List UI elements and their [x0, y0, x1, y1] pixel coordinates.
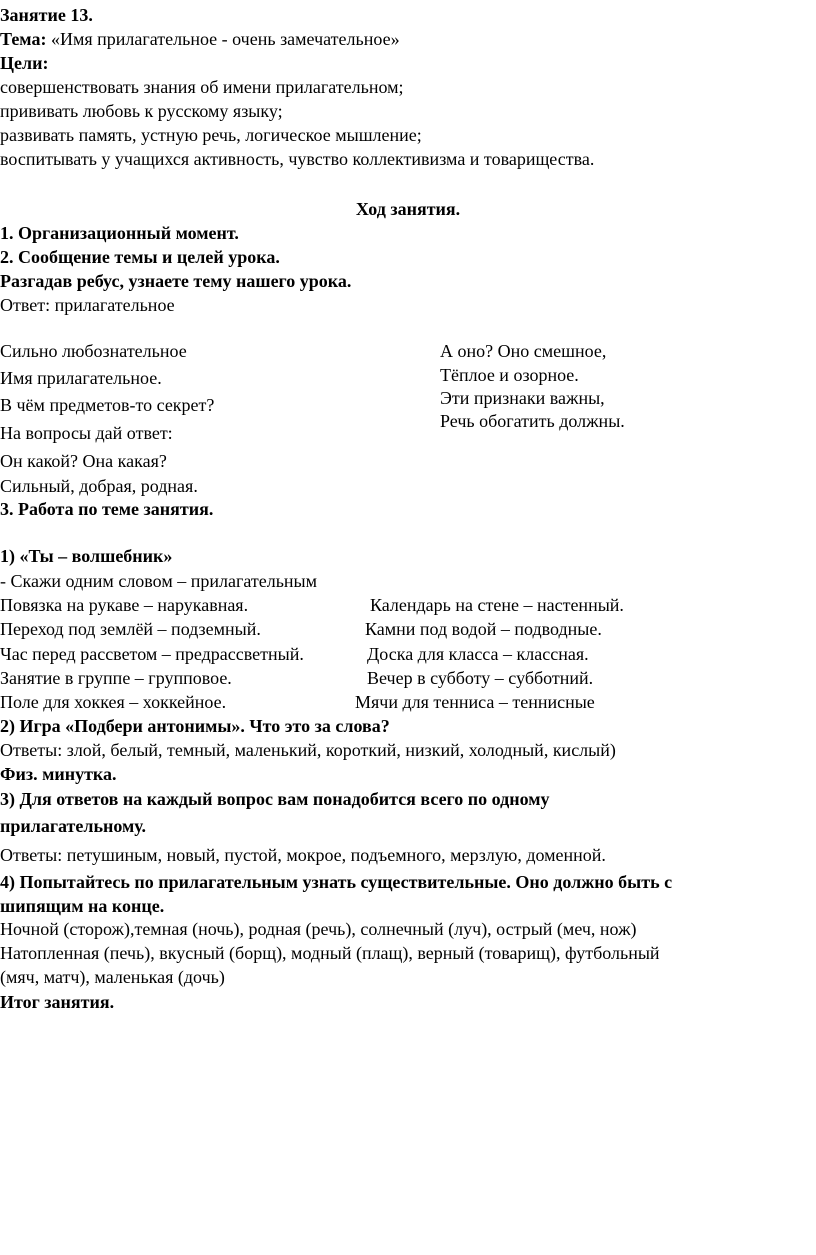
step-organizational: 1. Организационный момент. [0, 223, 239, 243]
exercise4-answers: (мяч, матч), маленькая (дочь) [0, 967, 225, 987]
exercise1-title: 1) «Ты – волшебник» [0, 546, 173, 566]
poem-right-line: А оно? Оно смешное, [440, 341, 607, 361]
lesson-number: Занятие 13. [0, 5, 93, 25]
exercise3-answers: Ответы: петушиным, новый, пустой, мокрое, подъемного, мерзлую, доменной. [0, 845, 606, 865]
goals-label: Цели: [0, 53, 49, 73]
goal-item: совершенствовать знания об имени прилагательном; [0, 77, 404, 97]
exercise4-answers: Натопленная (печь), вкусный (борщ), модный (плащ), верный (товарищ), футбольный [0, 943, 660, 963]
pair-left: Час перед рассветом – предрассветный. [0, 644, 304, 664]
rebus-task: Разгадав ребус, узнаете тему нашего урока. [0, 271, 352, 291]
pair-right: Доска для класса – классная. [367, 644, 589, 664]
exercise3-title: 3) Для ответов на каждый вопрос вам понадобится всего по одному [0, 789, 550, 809]
rebus-answer: Ответ: прилагательное [0, 295, 175, 315]
exercise3-title-cont: прилагательному. [0, 816, 146, 836]
poem-left-line: Он какой? Она какая? [0, 451, 167, 471]
topic-label: Тема: [0, 29, 47, 49]
poem-right-line: Тёплое и озорное. [440, 365, 579, 385]
pair-right: Календарь на стене – настенный. [370, 595, 624, 615]
poem-left-line: Имя прилагательное. [0, 368, 162, 388]
topic-text: «Имя прилагательное - очень замечательное» [46, 29, 400, 49]
pair-right: Камни под водой – подводные. [365, 619, 602, 639]
exercise2-answers: Ответы: злой, белый, темный, маленький, короткий, низкий, холодный, кислый) [0, 740, 616, 760]
pair-right: Вечер в субботу – субботний. [367, 668, 594, 688]
topic-line [0, 28, 400, 50]
exercise4-title-cont: шипящим на конце. [0, 896, 165, 916]
summary: Итог занятия. [0, 992, 115, 1012]
poem-left-line: В чём предметов-то секрет? [0, 395, 215, 415]
poem-left-line: Сильный, добрая, родная. [0, 476, 198, 496]
exercise4-answers: Ночной (сторож),темная (ночь), родная (речь), солнечный (луч), острый (меч, нож) [0, 919, 637, 939]
physical-pause: Физ. минутка. [0, 764, 117, 784]
pair-left: Переход под землёй – подземный. [0, 619, 261, 639]
work-title: 3. Работа по теме занятия. [0, 499, 214, 519]
exercise4-title: 4) Попытайтесь по прилагательным узнать существительные. Оно должно быть с [0, 872, 673, 892]
poem-right-line: Эти признаки важны, [440, 388, 605, 408]
exercise1-task: - Скажи одним словом – прилагательным [0, 571, 318, 591]
goal-item: развивать память, устную речь, логическое мышление; [0, 125, 422, 145]
pair-left: Поле для хоккея – хоккейное. [0, 692, 227, 712]
goal-item: прививать любовь к русскому языку; [0, 101, 283, 121]
poem-right-line: Речь обогатить должны. [440, 411, 625, 431]
pair-left: Повязка на рукаве – нарукавная. [0, 595, 249, 615]
goal-item: воспитывать у учащихся активность, чувство коллективизма и товарищества. [0, 149, 595, 169]
poem-left-line: На вопросы дай ответ: [0, 423, 173, 443]
exercise2-title: 2) Игра «Подбери антонимы». Что это за слова? [0, 716, 390, 736]
pair-left: Занятие в группе – групповое. [0, 668, 232, 688]
step-topic-goals: 2. Сообщение темы и целей урока. [0, 247, 280, 267]
pair-right: Мячи для тенниса – теннисные [355, 692, 595, 712]
poem-left-line: Сильно любознательное [0, 341, 187, 361]
course-title: Ход занятия. [355, 199, 461, 219]
